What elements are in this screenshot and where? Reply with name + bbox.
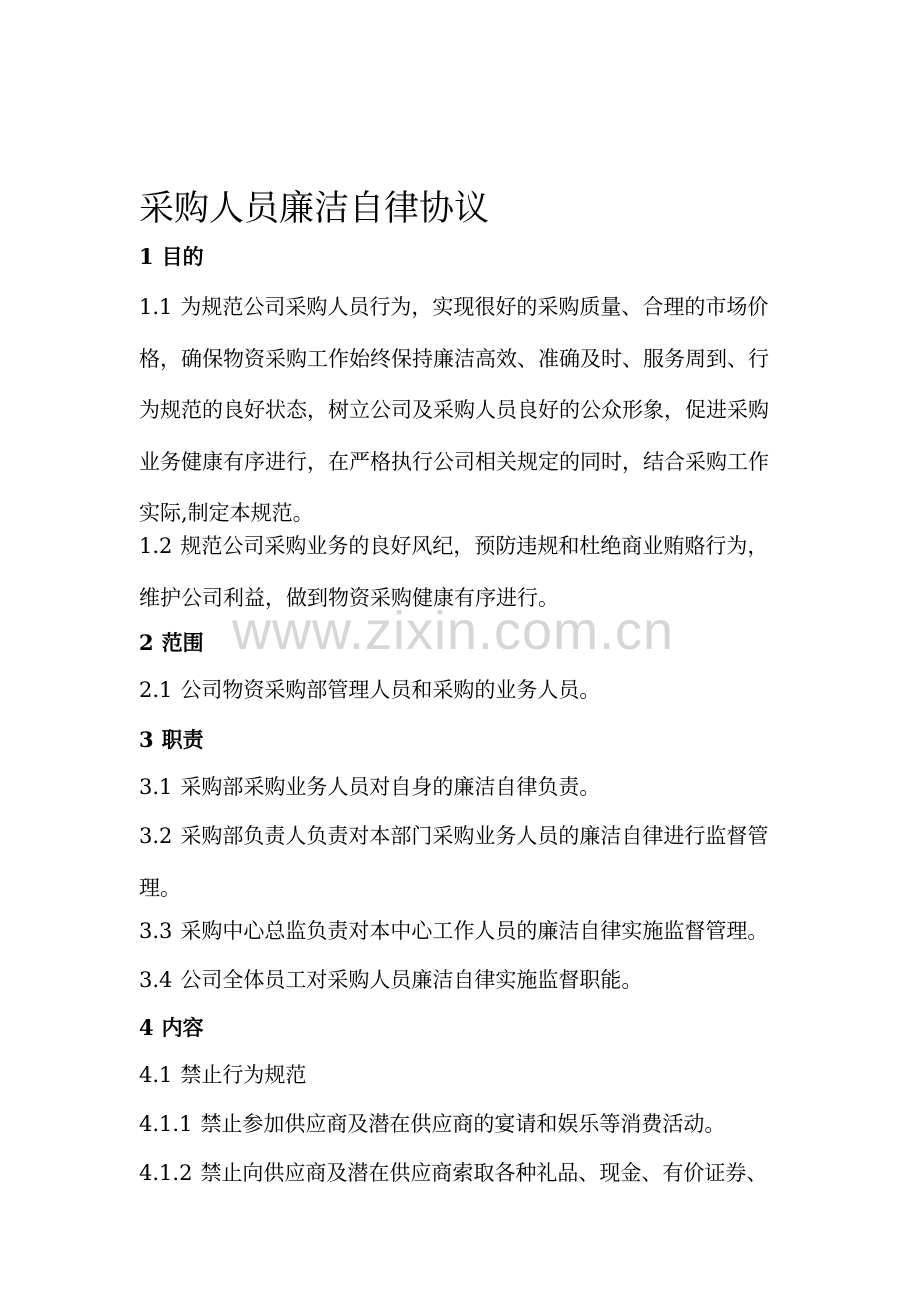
paragraph-line	[139, 1050, 789, 1102]
paragraph-line	[139, 1148, 789, 1200]
paragraph-text: 公司物资采购部管理人员和采购的业务人员。	[180, 678, 601, 702]
paragraph-line: 实际,制定本规范。	[139, 501, 314, 525]
paragraph-1-2	[139, 521, 789, 624]
paragraph-3-4	[139, 955, 789, 1007]
paragraph-line	[139, 955, 789, 1007]
paragraph-line	[139, 1099, 789, 1151]
paragraph-line	[139, 811, 789, 863]
paragraph-1-1	[139, 282, 789, 540]
clause-number: 2.1	[139, 678, 173, 702]
section-number: 1	[139, 244, 154, 269]
paragraph-line	[139, 521, 789, 573]
section-heading-responsibilities	[139, 725, 204, 755]
paragraph-line: 维护公司利益，做到物资采购健康有序进行。	[139, 585, 559, 610]
paragraph-text: 禁止参加供应商及潜在供应商的宴请和娱乐等消费活动。	[200, 1112, 726, 1136]
clause-number: 1.2	[139, 534, 173, 558]
paragraph-3-3	[139, 906, 789, 958]
section-number: 4	[139, 1015, 154, 1040]
section-heading-scope	[139, 628, 204, 658]
section-label: 目的	[161, 244, 204, 269]
clause-number: 4.1	[139, 1063, 173, 1087]
paragraph-line: 业务健康有序进行，在严格执行公司相关规定的同时，结合采购工作	[139, 449, 769, 474]
clause-number: 4.1.2	[139, 1161, 193, 1185]
section-number: 3	[139, 727, 154, 752]
paragraph-4-1-1	[139, 1099, 789, 1151]
paragraph-text: 规范公司采购业务的良好风纪，预防违规和杜绝商业贿赂行为，	[180, 534, 769, 558]
paragraph-line: 格，确保物资采购工作始终保持廉洁高效、准确及时、服务周到、行	[139, 346, 769, 371]
paragraph-3-1	[139, 762, 789, 814]
paragraph-text: 采购中心总监负责对本中心工作人员的廉洁自律实施监督管理。	[180, 919, 769, 943]
paragraph-line	[139, 906, 789, 958]
paragraph-text: 采购部负责人负责对本部门采购业务人员的廉洁自律进行监督管	[180, 824, 769, 848]
clause-number: 1.1	[139, 295, 173, 319]
paragraph-3-2	[139, 811, 789, 914]
paragraph-line	[139, 665, 789, 717]
section-label: 范围	[161, 630, 204, 655]
paragraph-line	[139, 282, 789, 334]
section-heading-purpose	[139, 242, 204, 272]
watermark: www.zixin.com.cn	[232, 601, 675, 661]
paragraph-line	[139, 762, 789, 814]
paragraph-line: 理。	[139, 875, 181, 900]
clause-number: 3.4	[139, 968, 173, 992]
paragraph-line: 为规范的良好状态，树立公司及采购人员良好的公众形象，促进采购	[139, 398, 769, 422]
paragraph-text: 采购部采购业务人员对自身的廉洁自律负责。	[180, 775, 601, 799]
clause-number: 3.2	[139, 824, 173, 848]
paragraph-2-1	[139, 665, 789, 717]
clause-number: 3.1	[139, 775, 173, 799]
section-heading-content	[139, 1013, 204, 1043]
section-label: 内容	[161, 1015, 204, 1040]
paragraph-text: 禁止行为规范	[180, 1063, 307, 1087]
document-title: 采购人员廉洁自律协议	[139, 189, 490, 229]
paragraph-4-1-2	[139, 1148, 789, 1200]
clause-number: 3.3	[139, 919, 173, 943]
paragraph-4-1	[139, 1050, 789, 1102]
paragraph-text: 禁止向供应商及潜在供应商索取各种礼品、现金、有价证券、	[200, 1161, 768, 1185]
section-label: 职责	[161, 727, 204, 752]
clause-number: 4.1.1	[139, 1112, 193, 1136]
paragraph-text: 公司全体员工对采购人员廉洁自律实施监督职能。	[180, 968, 643, 992]
paragraph-text: 为规范公司采购人员行为，实现很好的采购质量、合理的市场价	[180, 295, 769, 319]
section-number: 2	[139, 630, 154, 655]
